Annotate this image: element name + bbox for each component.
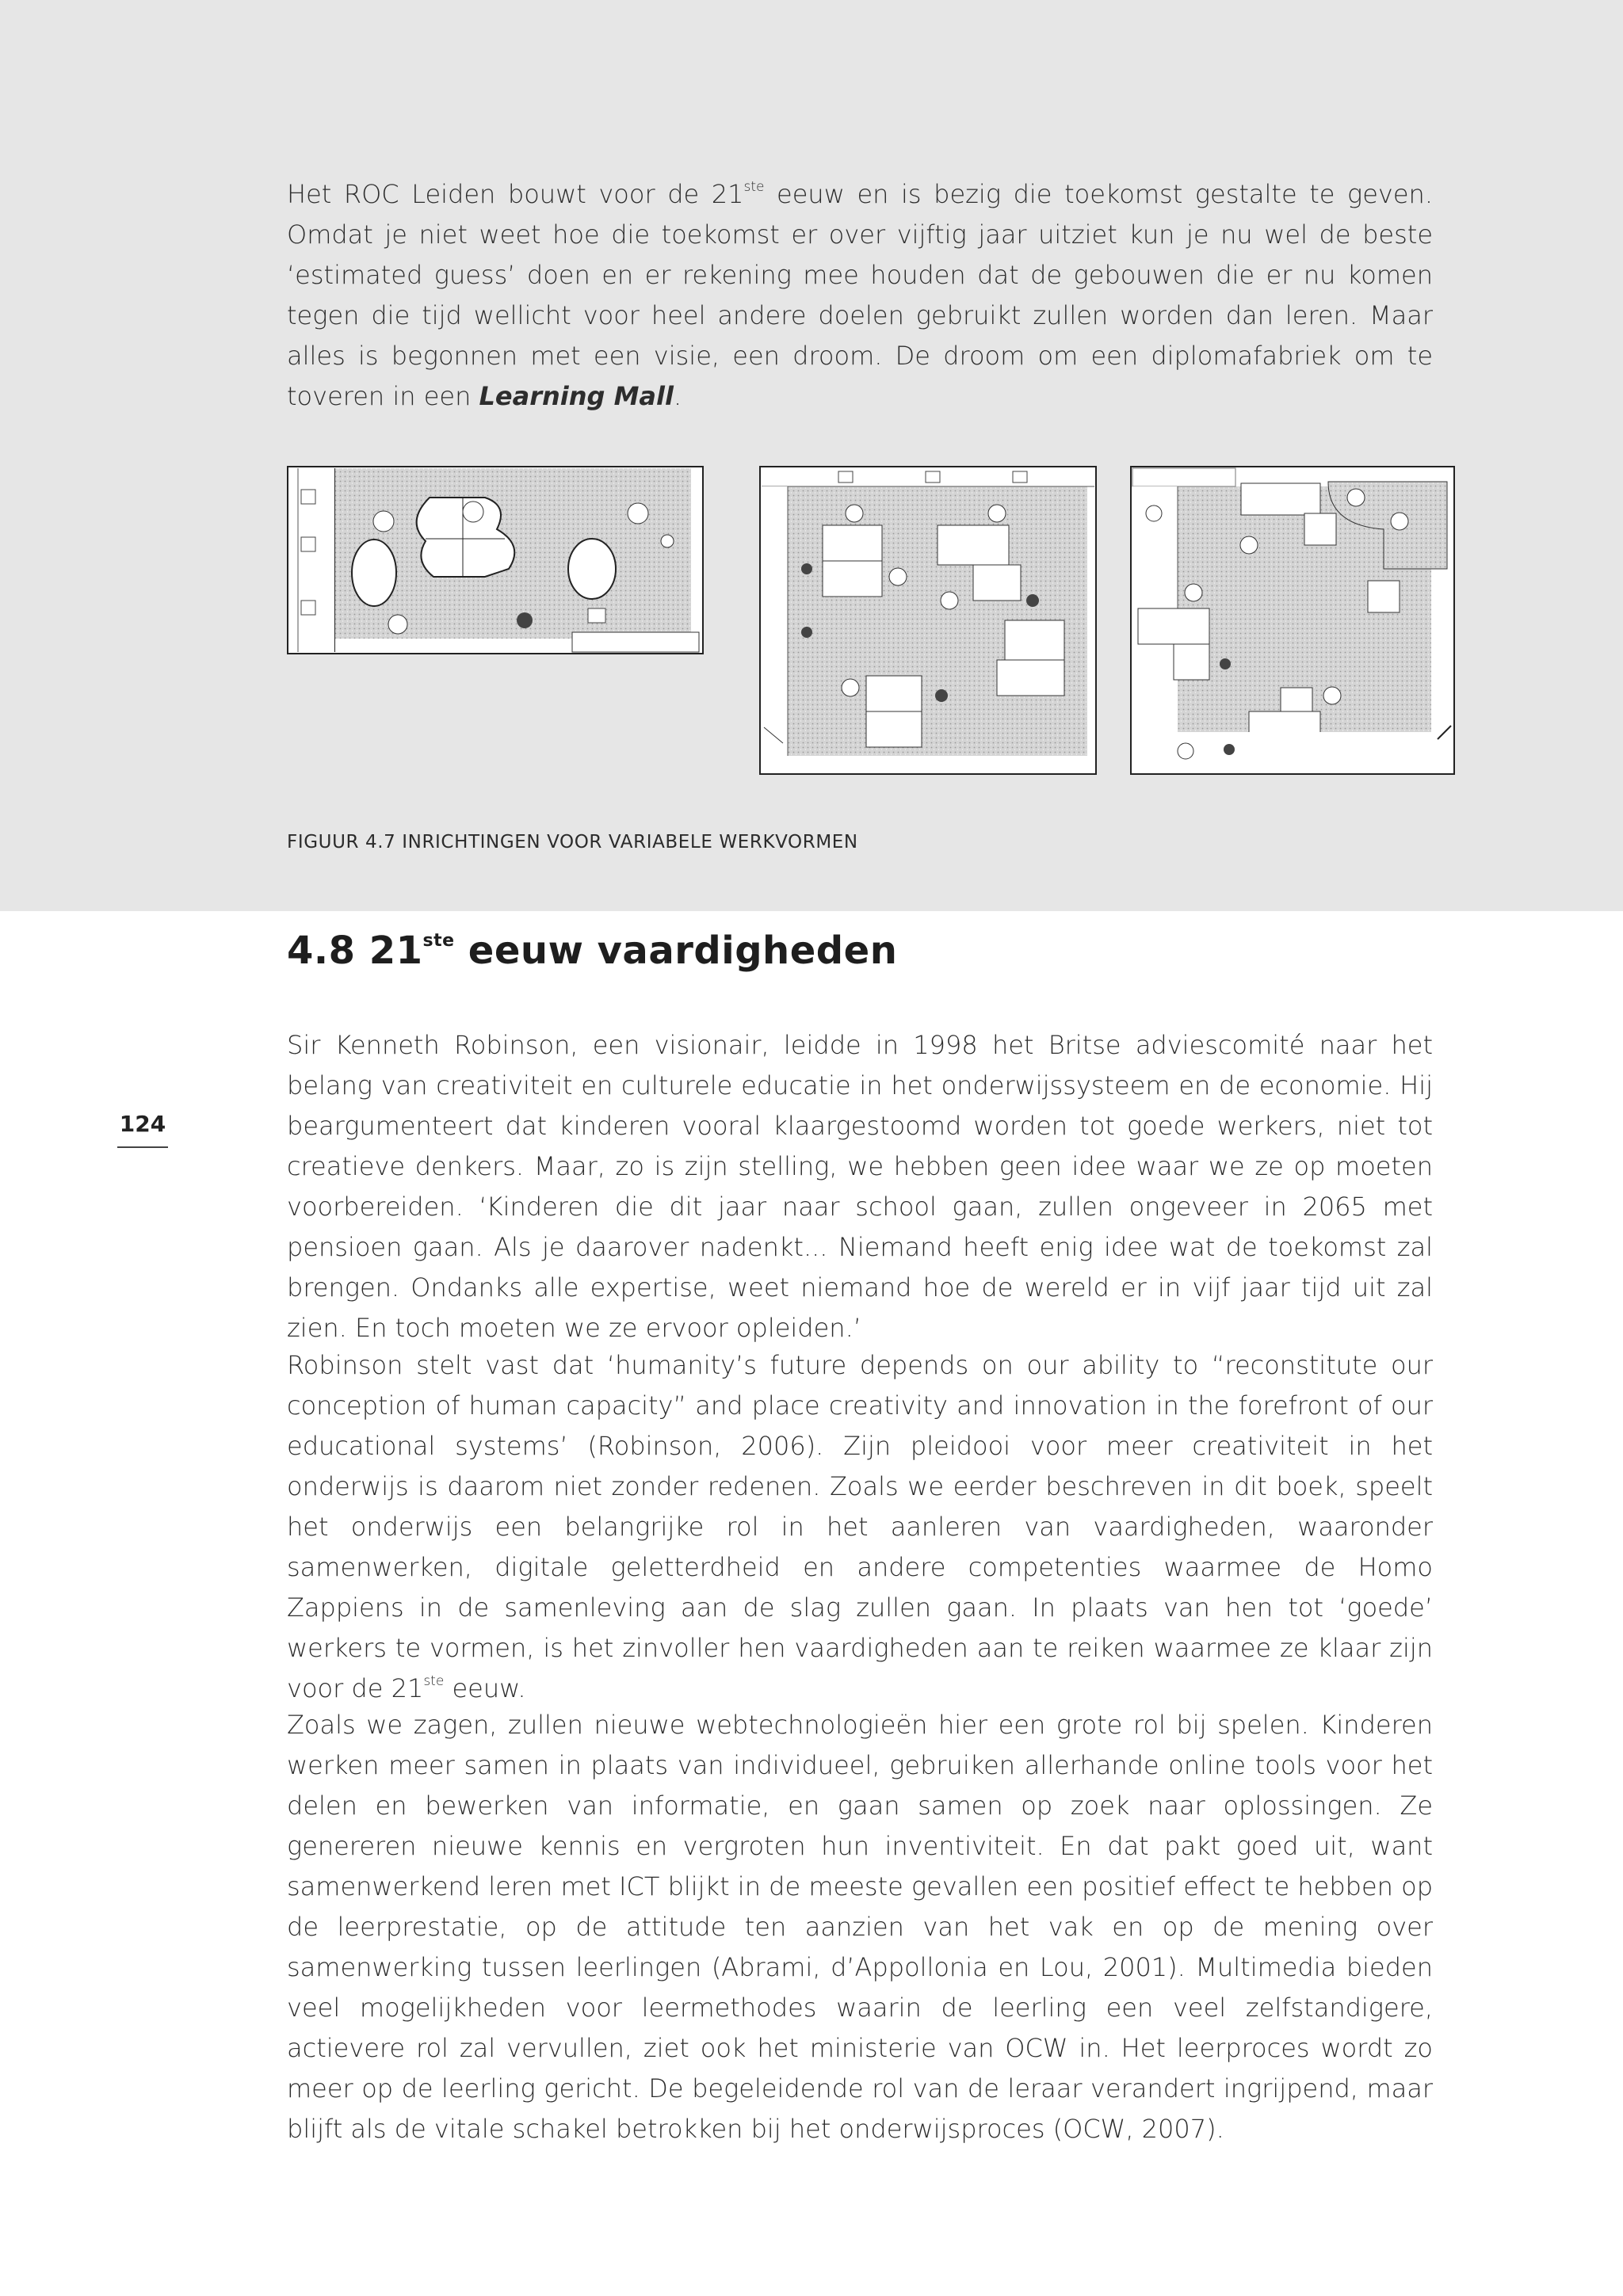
page-number-rule (117, 1146, 168, 1148)
page-number: 124 (119, 1111, 166, 1137)
body-paragraph-3: Zoals we zagen, zullen nieuwe webtechnologieën hier een grote rol bij spelen. Kinderen werken meer samen in plaats van individueel, gebruiken allerhande online tools voor het delen en bewerken van informatie, en gaan samen op zoek naar oplossingen. Ze genereren nieuwe kennis en vergroten hun inventiviteit. En dat pakt goed uit, want samenwerkend leren met ICT blijkt in de meeste gevallen een positief effect te hebben op de leerprestatie, op de attitude ten aanzien van het vak en op de mening over samenwerking tussen leerlingen (Abrami, d’Appollonia en Lou, 2001). Multimedia bieden veel mogelijkheden voor leermethodes waarin de leerling een veel zelfstandigere, actievere rol zal vervullen, ziet ook het ministerie van OCW in. Het leerproces wordt zo meer op de leerling gericht. De begeleidende rol van de leraar verandert ingrijpend, maar blijft als de vitale schakel betrokken bij het onderwijsproces (OCW, 2007). (287, 1710, 1433, 2144)
body-paragraph-1: Sir Kenneth Robinson, een visionair, leidde in 1998 het Britse adviescomité naar het belang van creativiteit en culturele educatie in het onderwijssysteem en de economie. Hij beargumenteert dat kinderen vooral klaargestoomd worden tot goede werkers, niet tot creatieve denkers. Maar, zo is zijn stelling, we hebben geen idee waar we ze op moeten voorbereiden. ‘Kinderen die dit jaar naar school gaan, zullen ongeveer in 2065 met pensioen gaan. Als je daarover nadenkt... Niemand heeft enig idee wat de toekomst zal brengen. Ondanks alle expertise, weet niemand hoe de wereld er in vijf jaar tijd uit zal zien. En toch moeten we ze ervoor opleiden.’ (287, 1030, 1433, 1343)
section-heading: 4.8 21ste eeuw vaardigheden (287, 929, 898, 973)
learning-mall-emphasis: Learning Mall (479, 381, 674, 411)
body-paragraph-2: Robinson stelt vast dat ‘humanity’s future depends on our ability to “reconstitute our conception of human capacity” and place creativity and innovation in the forefront of our educational systems’ (Robinson, 2006). Zijn pleidooi voor meer creativiteit in het onderwijs is daarom niet zonder redenen. Zoals we eerder beschreven in dit boek, speelt het onderwijs een belangrijke rol in het aanleren van vaardigheden, waaronder samenwerken, digitale geletterdheid en andere competenties waarmee de Homo Zappiens in de samenleving aan de slag zullen gaan. In plaats van hen tot ‘goede’ werkers te vormen, is het zinvoller hen vaardigheden aan te reiken waarmee ze klaar zijn voor de 21ste eeuw. (287, 1350, 1433, 1703)
floor-plan-2 (759, 466, 1097, 775)
floor-plan-1 (287, 466, 704, 654)
figure-caption: FIGUUR 4.7 INRICHTINGEN VOOR VARIABELE WERKVORMEN (287, 832, 858, 852)
floor-plan-3 (1130, 466, 1455, 775)
intro-paragraph: Het ROC Leiden bouwt voor de 21ste eeuw en is bezig die toekomst gestalte te geven. Omdat je niet weet hoe die toekomst er over vijftig jaar uitziet kun je nu wel de beste ‘estimated guess’ doen en er rekening mee houden dat de gebouwen die er nu komen tegen die tijd wellicht voor heel andere doelen gebruikt zullen worden dan leren. Maar alles is begonnen met een visie, een droom. De droom om een diplomafabriek om te toveren in een Learning Mall. (287, 179, 1434, 411)
